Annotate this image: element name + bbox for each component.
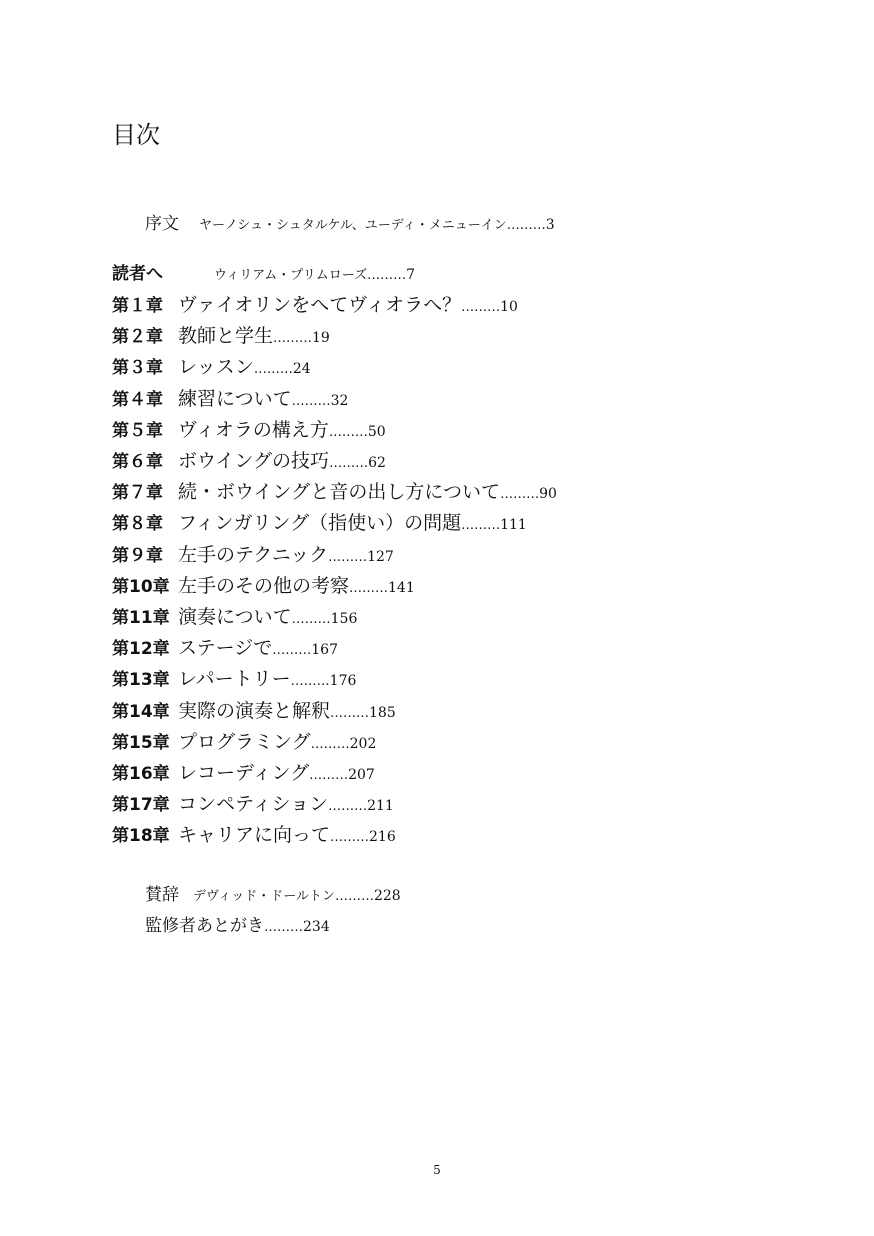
- entry-author: ウィリアム・プリムローズ: [214, 268, 368, 283]
- chapter-page-number: 176: [329, 673, 357, 690]
- leader-dots: ………: [506, 218, 546, 233]
- chapter-page-number: 24: [292, 361, 311, 378]
- chapter-label: 第９章: [112, 545, 163, 566]
- leader-dots: ………: [367, 268, 407, 283]
- leader-dots: ………: [264, 920, 303, 935]
- chapter-title: レパートリー: [178, 668, 291, 691]
- chapter-page-number: 19: [312, 330, 330, 347]
- chapter-label: 第１章: [112, 296, 163, 316]
- chapter-page-number: 62: [368, 455, 386, 471]
- chapter-page-number: 211: [367, 798, 394, 815]
- toc-entry-afterword[interactable]: [145, 914, 330, 940]
- chapter-page-number: 202: [349, 735, 377, 752]
- toc-entry-chapter[interactable]: [112, 667, 356, 694]
- chapter-page-number: 185: [369, 704, 396, 721]
- chapter-label: 第18章: [112, 826, 170, 847]
- toc-entry-chapter[interactable]: [112, 511, 527, 538]
- page-title: 目次: [112, 121, 160, 149]
- chapter-title: ヴィオラの構え方: [178, 418, 329, 441]
- toc-entry-chapter[interactable]: [112, 293, 518, 320]
- entry-page-number: 234: [303, 919, 330, 935]
- chapter-label: 第14章: [112, 701, 170, 722]
- chapter-title: 教師と学生: [178, 325, 274, 348]
- leader-dots: ………: [330, 705, 370, 721]
- chapter-title: 演奏について: [178, 606, 292, 628]
- chapter-page-number: 127: [367, 548, 394, 565]
- chapter-title: 左手のテクニック: [178, 543, 329, 566]
- leader-dots: ………: [291, 612, 331, 627]
- chapter-label: 第５章: [112, 420, 163, 441]
- chapter-label: 第13章: [112, 670, 170, 691]
- toc-entry-chapter[interactable]: [112, 792, 394, 819]
- leader-dots: ………: [273, 331, 313, 347]
- entry-author: ヤーノシュ・シュタルケル、ユーディ・メニューイン: [199, 218, 507, 233]
- leader-dots: ………: [291, 393, 331, 409]
- chapter-title: ステージで: [178, 637, 273, 660]
- toc-entry-chapter[interactable]: [112, 574, 415, 601]
- chapter-label: 第15章: [112, 732, 170, 753]
- toc-entry-chapter[interactable]: [112, 605, 357, 632]
- toc-entry-chapter[interactable]: [112, 761, 375, 788]
- leader-dots: ………: [461, 518, 501, 534]
- leader-dots: ………: [334, 889, 374, 904]
- chapter-label: 第16章: [112, 764, 170, 784]
- entry-label: 読者へ: [112, 264, 163, 284]
- chapter-page-number: 90: [539, 486, 557, 503]
- chapter-page-number: 10: [500, 299, 518, 315]
- chapter-page-number: 216: [369, 829, 396, 846]
- chapter-label: 第12章: [112, 639, 170, 660]
- chapter-page-number: 156: [330, 611, 358, 627]
- leader-dots: ………: [328, 549, 368, 565]
- chapter-page-number: 32: [330, 392, 349, 409]
- chapter-title: 左手のその他の考察: [178, 574, 350, 597]
- toc-entry-chapter[interactable]: [112, 449, 386, 476]
- chapter-page-number: 167: [311, 642, 338, 659]
- chapter-label: 第８章: [112, 514, 163, 535]
- toc-entry-chapter[interactable]: [112, 543, 394, 570]
- toc-entry-eulogy[interactable]: [145, 883, 401, 909]
- chapter-label: 第11章: [112, 608, 170, 628]
- toc-entry-chapter[interactable]: [112, 730, 376, 757]
- chapter-title: ヴァイオリンをへてヴィオラへ？: [178, 294, 462, 316]
- chapter-title: 続・ボウイングと音の出し方について: [178, 481, 501, 504]
- toc-entry-chapter[interactable]: [112, 823, 396, 850]
- leader-dots: ………: [328, 424, 368, 440]
- chapter-label: 第２章: [112, 327, 163, 348]
- leader-dots: ………: [253, 362, 293, 378]
- chapter-title: フィンガリング（指使い）の問題: [178, 512, 462, 535]
- entry-author: デヴィッド・ドールトン: [193, 889, 335, 904]
- chapter-label: 第７章: [112, 483, 163, 504]
- leader-dots: ………: [309, 768, 349, 783]
- leader-dots: ………: [328, 799, 368, 815]
- toc-entry-chapter[interactable]: [112, 355, 311, 382]
- chapter-title: コンペティション: [178, 793, 329, 816]
- chapter-title: ボウイングの技巧: [178, 450, 330, 472]
- chapter-title: レコーディング: [178, 762, 310, 784]
- leader-dots: ………: [290, 674, 330, 690]
- leader-dots: ………: [500, 487, 540, 503]
- toc-entry-chapter[interactable]: [112, 480, 557, 507]
- chapter-title: プログラミング: [178, 730, 311, 753]
- chapter-label: 第６章: [112, 452, 163, 472]
- toc-entry-to-reader[interactable]: [112, 262, 415, 288]
- leader-dots: ………: [349, 580, 389, 596]
- chapter-title: 練習について: [178, 387, 292, 410]
- chapter-page-number: 141: [388, 579, 415, 596]
- leader-dots: ………: [329, 456, 369, 471]
- leader-dots: ………: [330, 830, 370, 846]
- toc-entry-chapter[interactable]: [112, 387, 348, 414]
- entry-label: 賛辞: [145, 885, 179, 905]
- entry-label: 序文: [145, 214, 179, 234]
- chapter-title: レッスン: [178, 356, 254, 379]
- chapter-label: 第17章: [112, 795, 170, 816]
- chapter-title: 実際の演奏と解釈: [178, 699, 331, 722]
- leader-dots: ………: [272, 643, 312, 659]
- chapter-page-number: 111: [500, 517, 527, 534]
- toc-entry-chapter[interactable]: [112, 324, 330, 351]
- chapter-label: 第10章: [112, 576, 170, 597]
- page-number: 5: [433, 1163, 441, 1177]
- chapter-label: 第４章: [112, 389, 163, 410]
- chapter-label: 第３章: [112, 358, 163, 379]
- toc-entry-chapter[interactable]: [112, 418, 386, 445]
- entry-title: 監修者あとがき: [145, 916, 264, 936]
- entry-page-number: 3: [545, 217, 555, 233]
- entry-page-number: 228: [373, 888, 401, 904]
- entry-page-number: 7: [406, 267, 416, 283]
- leader-dots: ………: [461, 300, 501, 315]
- chapter-title: キャリアに向って: [178, 824, 331, 847]
- toc-entry-chapter[interactable]: [112, 699, 396, 726]
- chapter-page-number: 50: [367, 423, 386, 440]
- toc-entry-chapter[interactable]: [112, 636, 338, 663]
- leader-dots: ………: [310, 736, 350, 752]
- chapter-page-number: 207: [348, 767, 375, 783]
- toc-entry-preface[interactable]: [145, 212, 555, 238]
